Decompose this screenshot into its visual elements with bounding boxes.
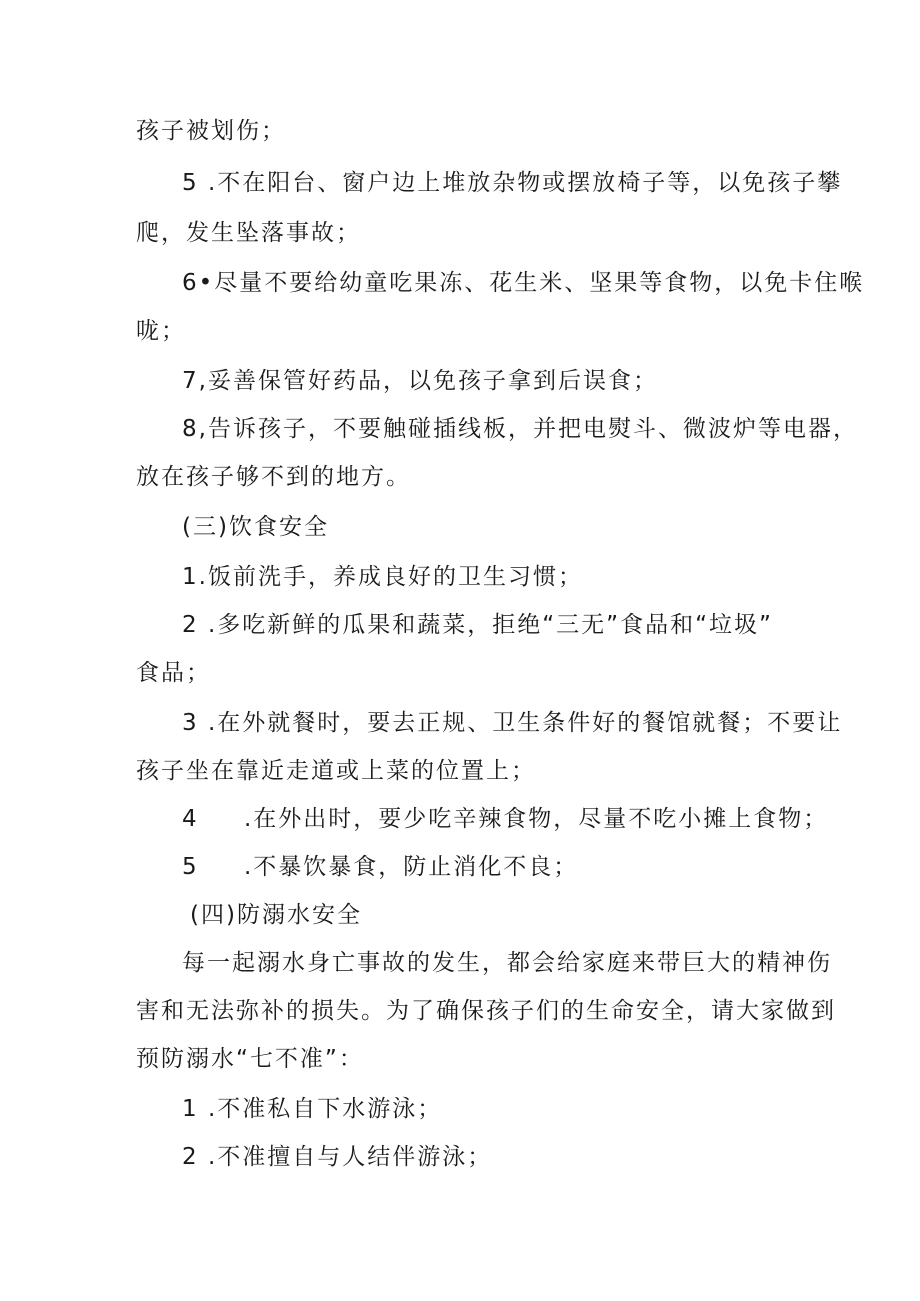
text-line: 1 .不准私自下水游泳； [182, 1096, 443, 1122]
text-line: 放在孩子够不到的地方。 [136, 464, 411, 490]
list-text: .在外出时，要少吃辛辣食物，尽量不吃小摊上食物； [244, 806, 829, 832]
list-text: .不暴饮暴食，防止消化不良； [244, 854, 579, 880]
text-line: 8,告诉孩子，不要触碰插线板，并把电熨斗、微波炉等电器， [182, 416, 858, 442]
text-line: 1.饭前洗手，养成良好的卫生习惯； [182, 564, 583, 590]
text-line: 3 .在外就餐时，要去正规、卫生条件好的餐馆就餐；不要让 [182, 710, 843, 736]
text-line [182, 804, 828, 834]
text-line: 预防溺水“七不准”： [136, 1046, 364, 1072]
section-heading: (三)饮食安全 [182, 514, 329, 540]
section-heading: (四)防溺水安全 [190, 902, 362, 928]
text-line: 2 .不准擅自与人结伴游泳； [182, 1144, 493, 1170]
text-line: 食品； [136, 660, 211, 686]
text-line: 每一起溺水身亡事故的发生，都会给家庭来带巨大的精神伤 [182, 950, 832, 976]
text-line: 害和无法弥补的损失。为了确保孩子们的生命安全，请大家做到 [136, 998, 836, 1024]
text-line: 5 .不在阳台、窗户边上堆放杂物或摆放椅子等，以免孩子攀 [182, 170, 843, 196]
text-line: 爬，发生坠落事故； [136, 220, 361, 246]
text-line: 咙； [136, 318, 186, 344]
text-line: 7,妥善保管好药品，以免孩子拿到后误食； [182, 368, 658, 394]
text-line: 6•尽量不要给幼童吃果冻、花生米、坚果等食物，以免卡住喉 [182, 270, 865, 296]
text-line: 2 .多吃新鲜的瓜果和蔬菜，拒绝“三无”食品和“垃圾” [182, 612, 773, 638]
text-line: 孩子坐在靠近走道或上菜的位置上； [136, 758, 536, 784]
text-line: 孩子被划伤； [136, 118, 286, 144]
list-number: 4 [182, 806, 199, 832]
text-line [182, 852, 578, 882]
list-number: 5 [182, 854, 199, 880]
